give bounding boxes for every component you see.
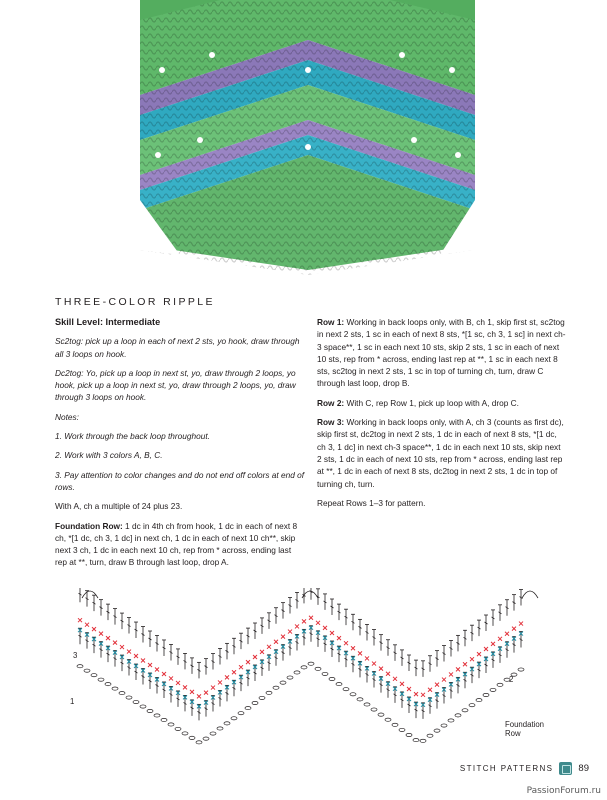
chain-stitch [98, 678, 104, 681]
chain-stitch [245, 706, 251, 709]
chain-stitch [154, 714, 160, 717]
chain-stitch [84, 669, 90, 672]
row-3-marker: 3 [73, 651, 78, 660]
chain-stitch [378, 713, 384, 716]
chain-stitch [252, 701, 258, 704]
note-1: 1. Work through the back loop throughout. [55, 431, 210, 442]
chain-stitch [196, 741, 202, 744]
chain-instruction: With A, ch a multiple of 24 plus 23. [55, 501, 183, 512]
chain-stitch [490, 688, 496, 691]
chain-stitch [126, 696, 132, 699]
chain-stitch [77, 665, 83, 668]
row-1 [317, 316, 567, 390]
chain-stitch [308, 662, 314, 665]
foundation-row-marker [505, 720, 544, 738]
chain-stitch [119, 691, 125, 694]
page-number: 89 [578, 763, 589, 774]
chain-stitch [413, 738, 419, 741]
notes-heading: Notes: [55, 411, 79, 422]
instructions-left-column [55, 316, 305, 576]
foundation-row-label: Foundation Row: [55, 520, 123, 531]
chain-stitch [294, 671, 300, 674]
chain-stitch [231, 717, 237, 720]
note-3: 3. Pay attention to color changes and do not end off colors at end of rows. [55, 469, 305, 492]
chain-stitch [175, 727, 181, 730]
note-2: 2. Work with 3 colors A, B, C. [55, 450, 163, 461]
sc2tog-definition: Sc2tog: pick up a loop in each of next 2 sts, yo hook, draw through all 3 loops on hook. [55, 336, 300, 359]
chain-stitch [497, 683, 503, 686]
chain-stitch [259, 696, 265, 699]
chain-stitch [357, 698, 363, 701]
watermark: PassionForum.ru [526, 786, 601, 796]
row-2 [317, 397, 567, 409]
chain-stitch [140, 705, 146, 708]
chain-stitch [462, 709, 468, 712]
peak-chain-loop [82, 591, 98, 598]
chain-stitch [189, 736, 195, 739]
chain-stitch [217, 727, 223, 730]
chain-stitch [147, 709, 153, 712]
chain-stitch [112, 687, 118, 690]
chain-stitch [161, 718, 167, 721]
chart-stitches [77, 588, 538, 744]
chain-stitch [469, 704, 475, 707]
foundation-marker-line2: Row [505, 729, 521, 738]
chain-stitch [203, 737, 209, 740]
row-3-text: Working in back loops only, with A, ch 3 (counts as first dc), skip first st, dc2tog in next 2 sts, 1 dc in each of next 8 sts, *[1 dc, ch 3, 1 dc] in next ch-3 space**, 1 dc in each next 10 sts, skip next 2 sts, 1 dc in each of next 10 sts, rep from * across, ending last rep at **, 1 dc in each of next 8 sts, dc2tog in next 2 sts, 1 dc in top of turning ch, turn. [317, 417, 564, 489]
chain-stitch [182, 732, 188, 735]
chain-stitch [133, 700, 139, 703]
row-1-label: Row 1: [317, 317, 345, 327]
dc2tog-definition: Dc2tog: Yo, pick up a loop in next st, yo, draw through 2 loops, yo hook, pick up a loop in next st, yo, draw through 2 loops, yo, draw through 3 loops on hook. [55, 367, 296, 403]
chain-stitch [392, 723, 398, 726]
chain-stitch [350, 693, 356, 696]
chain-stitch [364, 703, 370, 706]
pattern-title: THREE-COLOR RIPPLE [55, 296, 215, 308]
chain-stitch [406, 733, 412, 736]
chain-stitch [427, 734, 433, 737]
chain-stitch [168, 723, 174, 726]
row-3-label: Row 3: [317, 417, 345, 428]
chain-stitch [420, 739, 426, 742]
row-1-marker: 1 [70, 697, 75, 706]
chain-stitch [399, 728, 405, 731]
chain-stitch [105, 683, 111, 686]
chain-stitch [91, 674, 97, 677]
chain-stitch [385, 718, 391, 721]
chain-stitch [518, 668, 524, 671]
stitch-patterns-icon [559, 762, 572, 775]
chain-stitch [210, 732, 216, 735]
chain-stitch [301, 666, 307, 669]
row-2-text: With C, rep Row 1, pick up loop with A, drop C. [344, 397, 519, 408]
chain-stitch [280, 681, 286, 684]
foundation-marker-line1: Foundation [505, 720, 545, 729]
swatch-photo [140, 0, 475, 280]
chain-stitch [448, 719, 454, 722]
peak-chain-loop [522, 591, 538, 598]
foundation-row [55, 520, 305, 569]
chain-stitch [455, 714, 461, 717]
footer-section-title: STITCH PATTERNS [459, 764, 554, 773]
chain-stitch [224, 722, 230, 725]
chain-stitch [476, 698, 482, 701]
chain-stitch [343, 688, 349, 691]
chain-stitch [287, 676, 293, 679]
chain-stitch [273, 686, 279, 689]
chain-stitch [371, 708, 377, 711]
row-1-text: Working in back loops only, with B, ch 1, skip first st, sc2tog in next 2 sts, 1 sc in each of next 8 sts, *[1 sc, ch 3, 1 sc] in next ch-3 space**, 1 sc in each next 10 sts, skip 2 sts, 1 sc in each of next 10 sts, rep from * across, ending last rep at **, 1 sc in each next 8 sts, sc2tog in next 2 sts, 1 sc in top of turning ch, turn, draw C through last loop, drop B. [317, 317, 566, 389]
chain-stitch [483, 693, 489, 696]
chain-stitch [336, 682, 342, 685]
chain-stitch [329, 677, 335, 680]
page-footer [460, 762, 589, 775]
repeat-instruction: Repeat Rows 1–3 for pattern. [317, 497, 426, 508]
crochet-chart-diagram [60, 588, 560, 748]
foundation-row-text: 1 dc in 4th ch from hook, 1 dc in each of next 8 ch, *[1 dc, ch 3, 1 dc] in next ch, 1 dc in each of next 10 ch**, skip next 3 ch, 1 dc in each next 10 ch, rep from * across, ending last rep at **, turn, draw B through last loop, drop A. [55, 520, 298, 568]
chain-stitch [441, 724, 447, 727]
skill-level: Skill Level: Intermediate [55, 317, 161, 327]
chain-stitch [434, 729, 440, 732]
instructions-right-column [317, 316, 567, 516]
chain-stitch [238, 712, 244, 715]
row-3 [317, 416, 567, 490]
row-2-marker: 2 [509, 675, 514, 684]
row-2-label: Row 2: [317, 397, 345, 408]
chain-stitch [322, 672, 328, 675]
chain-stitch [266, 691, 272, 694]
chain-stitch [315, 667, 321, 670]
